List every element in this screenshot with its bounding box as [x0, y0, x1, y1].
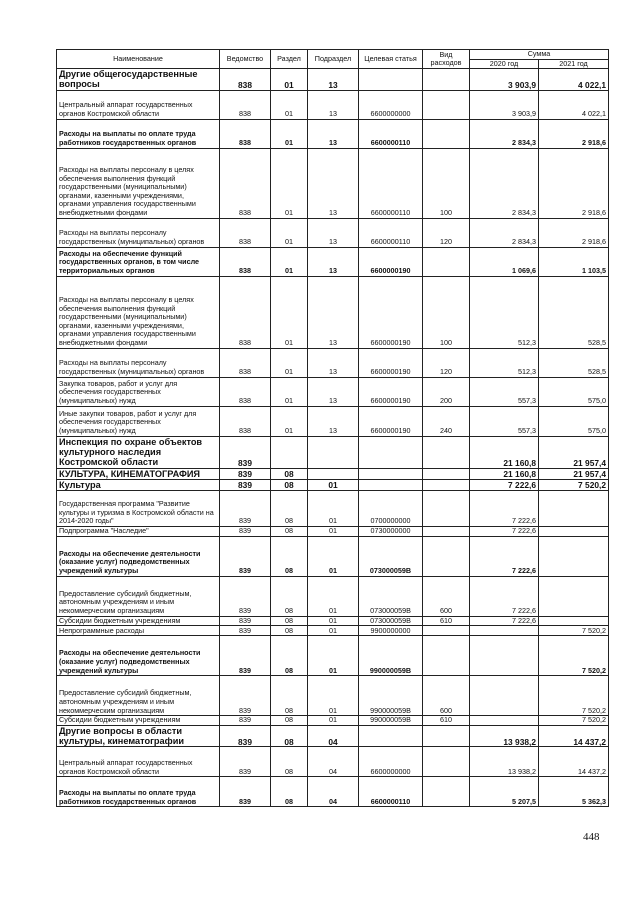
cell-y2021: 575,0: [539, 406, 609, 436]
cell-name: Предоставление субсидий бюджетным, автономным учреждениям и иным некоммерческим организациям: [57, 676, 220, 716]
cell-target: 073000059В: [359, 576, 423, 616]
cell-exptype: 240: [423, 406, 470, 436]
cell-ministry: 839: [220, 479, 271, 490]
cell-section: 01: [271, 69, 308, 90]
cell-exptype: 120: [423, 348, 470, 377]
cell-subsection: 01: [308, 479, 359, 490]
cell-exptype: 100: [423, 148, 470, 218]
header-exptype: Вид расходов: [423, 50, 470, 69]
header-section: Раздел: [271, 50, 308, 69]
cell-subsection: 13: [308, 377, 359, 406]
cell-name: Расходы на выплаты по оплате труда работников государственных органов: [57, 119, 220, 148]
table-row: [57, 377, 609, 406]
cell-ministry: 838: [220, 348, 271, 377]
header-2021: 2021 год: [539, 59, 609, 69]
cell-name: Центральный аппарат государственных органов Костромской области: [57, 747, 220, 777]
cell-exptype: 610: [423, 616, 470, 626]
cell-section: 01: [271, 90, 308, 119]
table-row: [57, 276, 609, 348]
cell-ministry: 839: [220, 468, 271, 479]
table-row: [57, 218, 609, 247]
table-row: [57, 90, 609, 119]
cell-y2021: 5 362,3: [539, 777, 609, 807]
cell-y2020: [470, 716, 539, 726]
cell-y2021: 21 957,4: [539, 468, 609, 479]
cell-target: 0730000000: [359, 527, 423, 537]
cell-y2021: 4 022,1: [539, 69, 609, 90]
cell-section: 08: [271, 636, 308, 676]
cell-section: 08: [271, 716, 308, 726]
cell-y2020: 7 222,6: [470, 491, 539, 527]
cell-name: Расходы на обеспечение деятельности (оказание услуг) подведомственных учреждений культуры: [57, 536, 220, 576]
cell-target: [359, 69, 423, 90]
cell-y2020: 7 222,6: [470, 527, 539, 537]
header-sum: Сумма: [470, 50, 609, 60]
table-row: [57, 69, 609, 90]
table-row: [57, 491, 609, 527]
cell-name: Подпрограмма "Наследие": [57, 527, 220, 537]
cell-target: 990000059В: [359, 716, 423, 726]
cell-y2020: 21 160,8: [470, 468, 539, 479]
cell-name: Расходы на выплаты персоналу государственных (муниципальных) органов: [57, 348, 220, 377]
cell-section: 01: [271, 406, 308, 436]
header-name: Наименование: [57, 50, 220, 69]
cell-y2021: [539, 576, 609, 616]
cell-subsection: 04: [308, 747, 359, 777]
cell-ministry: 838: [220, 218, 271, 247]
cell-target: 6600000110: [359, 148, 423, 218]
cell-ministry: 839: [220, 676, 271, 716]
cell-name: Непрограммные расходы: [57, 626, 220, 636]
cell-ministry: 839: [220, 576, 271, 616]
cell-y2021: 2 918,6: [539, 119, 609, 148]
cell-target: 073000059В: [359, 616, 423, 626]
cell-y2021: 14 437,2: [539, 725, 609, 746]
cell-ministry: 838: [220, 69, 271, 90]
cell-subsection: 13: [308, 406, 359, 436]
cell-y2021: [539, 536, 609, 576]
table-row: [57, 777, 609, 807]
table-header: [57, 50, 609, 69]
table-row: [57, 636, 609, 676]
cell-exptype: [423, 247, 470, 276]
cell-y2020: 2 834,3: [470, 119, 539, 148]
cell-subsection: 01: [308, 491, 359, 527]
cell-y2021: 21 957,4: [539, 436, 609, 468]
header-2020: 2020 год: [470, 59, 539, 69]
cell-name: Субсидии бюджетным учреждениям: [57, 616, 220, 626]
cell-subsection: 13: [308, 148, 359, 218]
cell-exptype: [423, 626, 470, 636]
cell-ministry: 838: [220, 119, 271, 148]
cell-y2021: 575,0: [539, 377, 609, 406]
cell-exptype: 610: [423, 716, 470, 726]
cell-subsection: 01: [308, 676, 359, 716]
cell-target: 0700000000: [359, 491, 423, 527]
cell-target: 6600000190: [359, 348, 423, 377]
cell-y2021: [539, 616, 609, 626]
cell-exptype: 600: [423, 576, 470, 616]
cell-target: 9900000000: [359, 626, 423, 636]
cell-name: Субсидии бюджетным учреждениям: [57, 716, 220, 726]
cell-target: 6600000110: [359, 218, 423, 247]
cell-y2021: 2 918,6: [539, 218, 609, 247]
cell-y2021: 2 918,6: [539, 148, 609, 218]
cell-y2020: 5 207,5: [470, 777, 539, 807]
table-row: [57, 576, 609, 616]
cell-section: 01: [271, 148, 308, 218]
cell-y2020: 512,3: [470, 348, 539, 377]
table-row: [57, 406, 609, 436]
cell-ministry: 839: [220, 725, 271, 746]
cell-target: 073000059В: [359, 536, 423, 576]
cell-subsection: 13: [308, 90, 359, 119]
cell-subsection: 01: [308, 716, 359, 726]
cell-exptype: 120: [423, 218, 470, 247]
cell-exptype: [423, 747, 470, 777]
cell-y2021: 528,5: [539, 348, 609, 377]
table-row: [57, 536, 609, 576]
header-ministry: Ведомство: [220, 50, 271, 69]
cell-exptype: [423, 468, 470, 479]
cell-target: 6600000000: [359, 747, 423, 777]
cell-y2020: 512,3: [470, 276, 539, 348]
cell-y2020: 21 160,8: [470, 436, 539, 468]
cell-target: 6600000110: [359, 777, 423, 807]
cell-exptype: [423, 491, 470, 527]
page-number: 448: [583, 831, 600, 843]
cell-target: 990000059В: [359, 636, 423, 676]
cell-ministry: 839: [220, 491, 271, 527]
cell-target: 6600000190: [359, 406, 423, 436]
cell-section: 08: [271, 491, 308, 527]
cell-section: 08: [271, 576, 308, 616]
cell-ministry: 838: [220, 148, 271, 218]
cell-y2020: 7 222,6: [470, 479, 539, 490]
cell-target: [359, 479, 423, 490]
cell-section: 01: [271, 276, 308, 348]
cell-y2020: 13 938,2: [470, 747, 539, 777]
cell-y2021: 528,5: [539, 276, 609, 348]
cell-target: 6600000110: [359, 119, 423, 148]
budget-table: [56, 49, 609, 807]
cell-exptype: [423, 636, 470, 676]
table-row: [57, 747, 609, 777]
cell-name: Закупка товаров, работ и услуг для обеспечения государственных (муниципальных) нужд: [57, 377, 220, 406]
cell-y2020: 13 938,2: [470, 725, 539, 746]
cell-y2020: 557,3: [470, 377, 539, 406]
table-row: [57, 148, 609, 218]
cell-section: 01: [271, 247, 308, 276]
table-row: [57, 247, 609, 276]
cell-y2020: 557,3: [470, 406, 539, 436]
cell-ministry: 839: [220, 436, 271, 468]
cell-ministry: 839: [220, 527, 271, 537]
cell-ministry: 839: [220, 536, 271, 576]
cell-y2020: 7 222,6: [470, 616, 539, 626]
cell-subsection: 01: [308, 616, 359, 626]
cell-y2020: 3 903,9: [470, 90, 539, 119]
cell-y2021: 14 437,2: [539, 747, 609, 777]
cell-subsection: 01: [308, 527, 359, 537]
cell-target: 6600000190: [359, 276, 423, 348]
cell-name: Культура: [57, 479, 220, 490]
cell-exptype: [423, 777, 470, 807]
cell-ministry: 838: [220, 406, 271, 436]
cell-section: 01: [271, 377, 308, 406]
cell-y2020: [470, 626, 539, 636]
cell-name: Расходы на обеспечение функций государственных органов, в том числе территориальных органов: [57, 247, 220, 276]
cell-ministry: 839: [220, 626, 271, 636]
cell-exptype: 100: [423, 276, 470, 348]
table-row: [57, 676, 609, 716]
cell-exptype: [423, 436, 470, 468]
cell-y2021: 7 520,2: [539, 636, 609, 676]
cell-exptype: 600: [423, 676, 470, 716]
cell-target: 6600000000: [359, 90, 423, 119]
cell-subsection: [308, 436, 359, 468]
cell-y2021: 7 520,2: [539, 479, 609, 490]
table-row: [57, 348, 609, 377]
cell-section: [271, 436, 308, 468]
cell-name: Инспекция по охране объектов культурного наследия Костромской области: [57, 436, 220, 468]
header-subsection: Подраздел: [308, 50, 359, 69]
cell-y2020: 7 222,6: [470, 536, 539, 576]
cell-ministry: 838: [220, 377, 271, 406]
cell-section: 08: [271, 468, 308, 479]
cell-ministry: 839: [220, 747, 271, 777]
cell-subsection: 04: [308, 725, 359, 746]
cell-section: 08: [271, 777, 308, 807]
cell-target: 6600000190: [359, 247, 423, 276]
cell-exptype: [423, 527, 470, 537]
cell-section: 08: [271, 676, 308, 716]
table-row: [57, 616, 609, 626]
header-target: Целевая статья: [359, 50, 423, 69]
cell-exptype: [423, 479, 470, 490]
cell-y2020: 3 903,9: [470, 69, 539, 90]
cell-ministry: 839: [220, 636, 271, 676]
cell-exptype: [423, 725, 470, 746]
cell-y2021: 7 520,2: [539, 716, 609, 726]
cell-exptype: [423, 69, 470, 90]
cell-y2020: [470, 676, 539, 716]
cell-name: Государственная программа "Развитие культуры и туризма в Костромской области на 2014-2020 годы": [57, 491, 220, 527]
cell-subsection: 01: [308, 536, 359, 576]
table-row: [57, 468, 609, 479]
cell-target: [359, 725, 423, 746]
cell-subsection: 13: [308, 247, 359, 276]
table-row: [57, 527, 609, 537]
cell-name: Расходы на выплаты по оплате труда работников государственных органов: [57, 777, 220, 807]
cell-name: Расходы на выплаты персоналу государственных (муниципальных) органов: [57, 218, 220, 247]
cell-target: [359, 436, 423, 468]
cell-subsection: 13: [308, 119, 359, 148]
cell-section: 01: [271, 348, 308, 377]
cell-name: КУЛЬТУРА, КИНЕМАТОГРАФИЯ: [57, 468, 220, 479]
cell-y2020: 7 222,6: [470, 576, 539, 616]
cell-ministry: 838: [220, 90, 271, 119]
cell-ministry: 839: [220, 716, 271, 726]
cell-section: 08: [271, 725, 308, 746]
cell-subsection: 01: [308, 626, 359, 636]
cell-section: 01: [271, 218, 308, 247]
table-row: [57, 119, 609, 148]
cell-y2021: [539, 491, 609, 527]
table-row: [57, 479, 609, 490]
cell-name: Предоставление субсидий бюджетным, автономным учреждениям и иным некоммерческим организациям: [57, 576, 220, 616]
cell-section: 08: [271, 536, 308, 576]
cell-section: 08: [271, 626, 308, 636]
table-row: [57, 725, 609, 746]
cell-target: 6600000190: [359, 377, 423, 406]
cell-name: Расходы на выплаты персоналу в целях обеспечения выполнения функций государственными (муниципальными) органами, казенными учреждениями, органами управления государственными внебюджетными фондами: [57, 148, 220, 218]
table-row: [57, 436, 609, 468]
cell-subsection: 01: [308, 576, 359, 616]
cell-target: 990000059В: [359, 676, 423, 716]
cell-subsection: 13: [308, 276, 359, 348]
cell-name: Иные закупки товаров, работ и услуг для обеспечения государственных (муниципальных) нужд: [57, 406, 220, 436]
cell-y2020: 1 069,6: [470, 247, 539, 276]
cell-y2021: 7 520,2: [539, 676, 609, 716]
cell-ministry: 839: [220, 616, 271, 626]
cell-name: Другие общегосударственные вопросы: [57, 69, 220, 90]
cell-name: Другие вопросы в области культуры, кинематографии: [57, 725, 220, 746]
cell-exptype: [423, 119, 470, 148]
cell-section: 08: [271, 747, 308, 777]
cell-y2020: [470, 636, 539, 676]
cell-y2021: 7 520,2: [539, 626, 609, 636]
table-row: [57, 626, 609, 636]
cell-subsection: 04: [308, 777, 359, 807]
cell-y2020: 2 834,3: [470, 218, 539, 247]
cell-name: Расходы на обеспечение деятельности (оказание услуг) подведомственных учреждений культуры: [57, 636, 220, 676]
cell-ministry: 838: [220, 276, 271, 348]
cell-subsection: 13: [308, 348, 359, 377]
cell-name: Расходы на выплаты персоналу в целях обеспечения выполнения функций государственными (муниципальными) органами, казенными учреждениями, органами управления государственными внебюджетными фондами: [57, 276, 220, 348]
cell-exptype: [423, 536, 470, 576]
cell-subsection: 13: [308, 218, 359, 247]
cell-y2020: 2 834,3: [470, 148, 539, 218]
cell-ministry: 839: [220, 777, 271, 807]
cell-y2021: 4 022,1: [539, 90, 609, 119]
cell-exptype: [423, 90, 470, 119]
cell-ministry: 838: [220, 247, 271, 276]
cell-section: 08: [271, 527, 308, 537]
cell-y2021: 1 103,5: [539, 247, 609, 276]
cell-y2021: [539, 527, 609, 537]
cell-name: Центральный аппарат государственных органов Костромской области: [57, 90, 220, 119]
cell-subsection: [308, 468, 359, 479]
cell-subsection: 13: [308, 69, 359, 90]
cell-section: 01: [271, 119, 308, 148]
cell-section: 08: [271, 616, 308, 626]
cell-exptype: 200: [423, 377, 470, 406]
cell-subsection: 01: [308, 636, 359, 676]
table-row: [57, 716, 609, 726]
cell-target: [359, 468, 423, 479]
table-body: [57, 69, 609, 807]
cell-section: 08: [271, 479, 308, 490]
